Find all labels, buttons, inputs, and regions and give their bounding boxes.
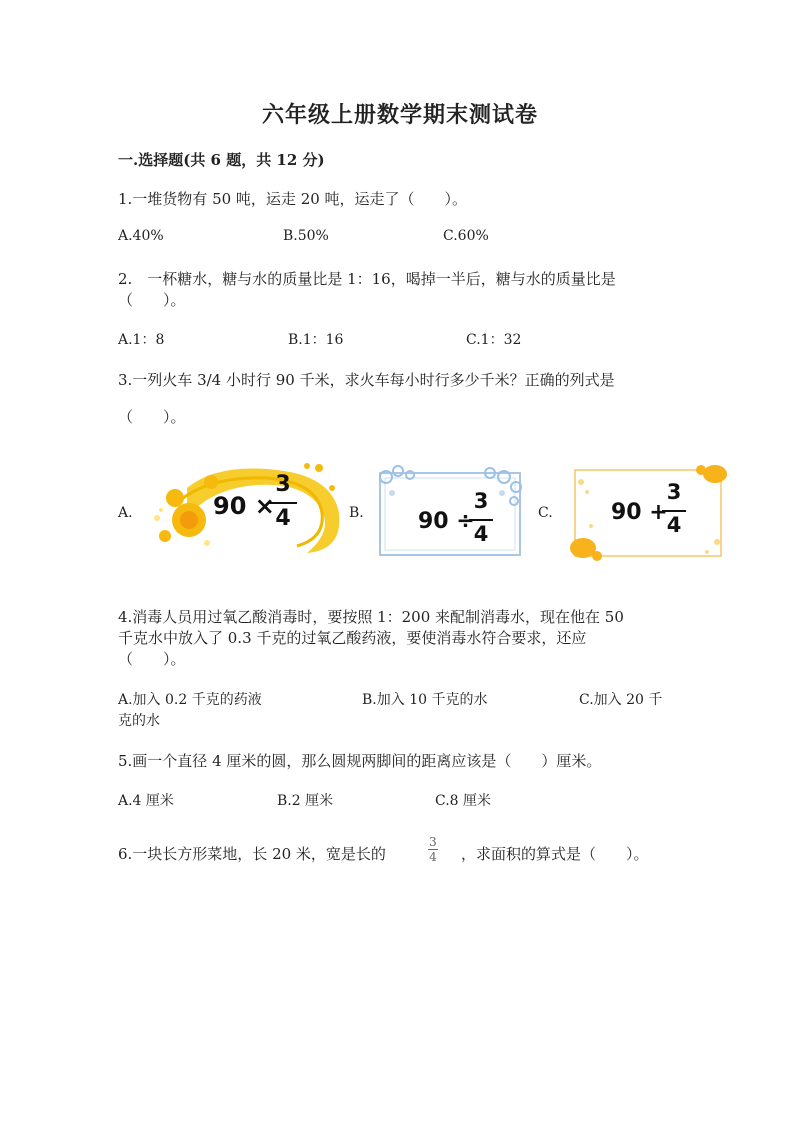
question-6-text: 6.一块长方形菜地，长 20 米，宽是长的: [118, 845, 386, 863]
question-4-line-3: （ ）。: [118, 650, 186, 668]
q6-fraction: [428, 835, 438, 864]
q2-option-a[interactable]: A.1：8: [118, 332, 165, 348]
question-2-line-2: （ ）。: [118, 291, 186, 309]
q1-option-b[interactable]: B.50%: [283, 228, 329, 244]
q3-option-c-card[interactable]: [567, 462, 729, 564]
q3-b-expression: 90 ÷: [418, 509, 475, 534]
q3-b-fraction-bar: [469, 519, 493, 521]
section-heading: 一.选择题(共 6 题，共 12 分): [118, 151, 325, 169]
q4-option-a[interactable]: A.加入 0.2 千克的药液: [118, 692, 262, 708]
q2-option-b[interactable]: B.1：16: [288, 332, 344, 348]
q3-c-denominator: 4: [666, 513, 682, 537]
q4-option-c-continued: 克的水: [118, 713, 160, 729]
q3-option-b-card[interactable]: [374, 463, 526, 561]
q3-a-fraction-bar: [269, 502, 297, 504]
q1-option-c[interactable]: C.60%: [443, 228, 489, 244]
q6-numerator: 3: [429, 835, 437, 849]
q4-option-c[interactable]: C.加入 20 千: [579, 692, 663, 708]
question-3-line-1: 3.一列火车 3/4 小时行 90 千米，求火车每小时行多少千米？正确的列式是: [118, 371, 615, 389]
q3-b-numerator: 3: [473, 489, 489, 513]
q5-option-c[interactable]: C.8 厘米: [435, 793, 492, 809]
q3-a-numerator: 3: [275, 472, 291, 497]
q3-a-expression: 90 ×: [213, 492, 275, 520]
q3-option-a-label[interactable]: A.: [118, 505, 133, 521]
q3-option-a-card[interactable]: [147, 458, 347, 558]
q3-option-b-label[interactable]: B.: [349, 505, 364, 521]
q4-option-b[interactable]: B.加入 10 千克的水: [362, 692, 488, 708]
q3-b-denominator: 4: [473, 522, 489, 546]
q3-c-expression: 90 +: [611, 500, 668, 525]
question-3-line-2: （ ）。: [118, 408, 186, 426]
q5-option-a[interactable]: A.4 厘米: [118, 793, 174, 809]
question-2-line-1: 2. 一杯糖水，糖与水的质量比是 1：16，喝掉一半后，糖与水的质量比是: [118, 270, 616, 288]
q3-c-fraction-bar: [662, 510, 686, 512]
question-6-text-end: ，求面积的算式是（ ）。: [461, 845, 649, 863]
q1-option-a[interactable]: A.40%: [118, 228, 164, 244]
page-title: 六年级上册数学期末测试卷: [261, 102, 538, 128]
question-1: 1.一堆货物有 50 吨，运走 20 吨，运走了（ ）。: [118, 190, 468, 208]
q6-denominator: 4: [429, 850, 437, 864]
question-4-line-1: 4.消毒人员用过氧乙酸消毒时，要按照 1：200 来配制消毒水，现在他在 50: [118, 608, 624, 626]
q3-option-c-label[interactable]: C.: [538, 505, 553, 521]
q3-c-numerator: 3: [666, 480, 682, 504]
question-4-line-2: 千克水中放入了 0.3 千克的过氧乙酸药液，要使消毒水符合要求，还应: [118, 629, 587, 647]
q5-option-b[interactable]: B.2 厘米: [277, 793, 334, 809]
question-5: 5.画一个直径 4 厘米的圆，那么圆规两脚间的距离应该是（ ）厘米。: [118, 752, 602, 770]
q2-option-c[interactable]: C.1：32: [466, 332, 522, 348]
q3-a-denominator: 4: [275, 506, 291, 531]
